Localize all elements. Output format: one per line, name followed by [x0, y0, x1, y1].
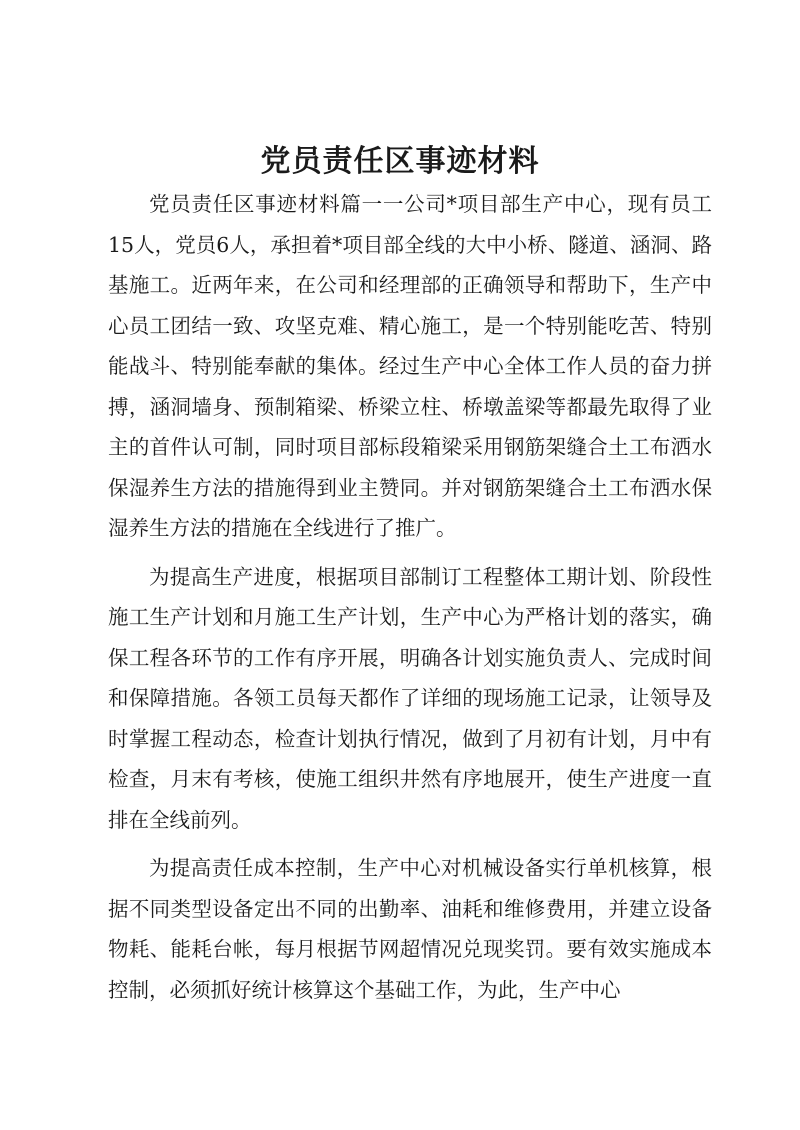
paragraph-2: 为提高生产进度，根据项目部制订工程整体工期计划、阶段性施工生产计划和月施工生产计划，生产中心为严格计划的落实，确保工程各环节的工作有序开展，明确各计划实施负责人、完成时间和保障措施。各领工员每天都作了详细的现场施工记录，让领导及时掌握工程动态，检查计划执行情况，做到了月初有计划，月中有检查，月末有考核，使施工组织井然有序地展开，使生产进度一直排在全线前列。: [108, 564, 712, 832]
paragraph-3: 为提高责任成本控制，生产中心对机械设备实行单机核算，根据不同类型设备定出不同的出勤率、油耗和维修费用，并建立设备物耗、能耗台帐，每月根据节网超情况兑现奖罚。要有效实施成本控制，必须抓好统计核算这个基础工作，为此，生产中心: [108, 856, 712, 1002]
document-title: 党员责任区事迹材料: [260, 144, 540, 179]
document-body: [108, 184, 712, 1018]
paragraph-1: 党员责任区事迹材料篇一一公司*项目部生产中心，现有员工15人，党员6人，承担着*项目部全线的大中小桥、隧道、涵洞、路基施工。近两年来，在公司和经理部的正确领导和帮助下，生产中心员工团结一致、攻坚克难、精心施工，是一个特别能吃苦、特别能战斗、特别能奉献的集体。经过生产中心全体工作人员的奋力拼搏，涵洞墙身、预制箱梁、桥梁立柱、桥墩盖梁等都最先取得了业主的首件认可制，同时项目部标段箱梁采用钢筋架缝合土工布洒水保湿养生方法的措施得到业主赞同。并对钢筋架缝合土工布洒水保湿养生方法的措施在全线进行了推广。: [108, 192, 712, 540]
